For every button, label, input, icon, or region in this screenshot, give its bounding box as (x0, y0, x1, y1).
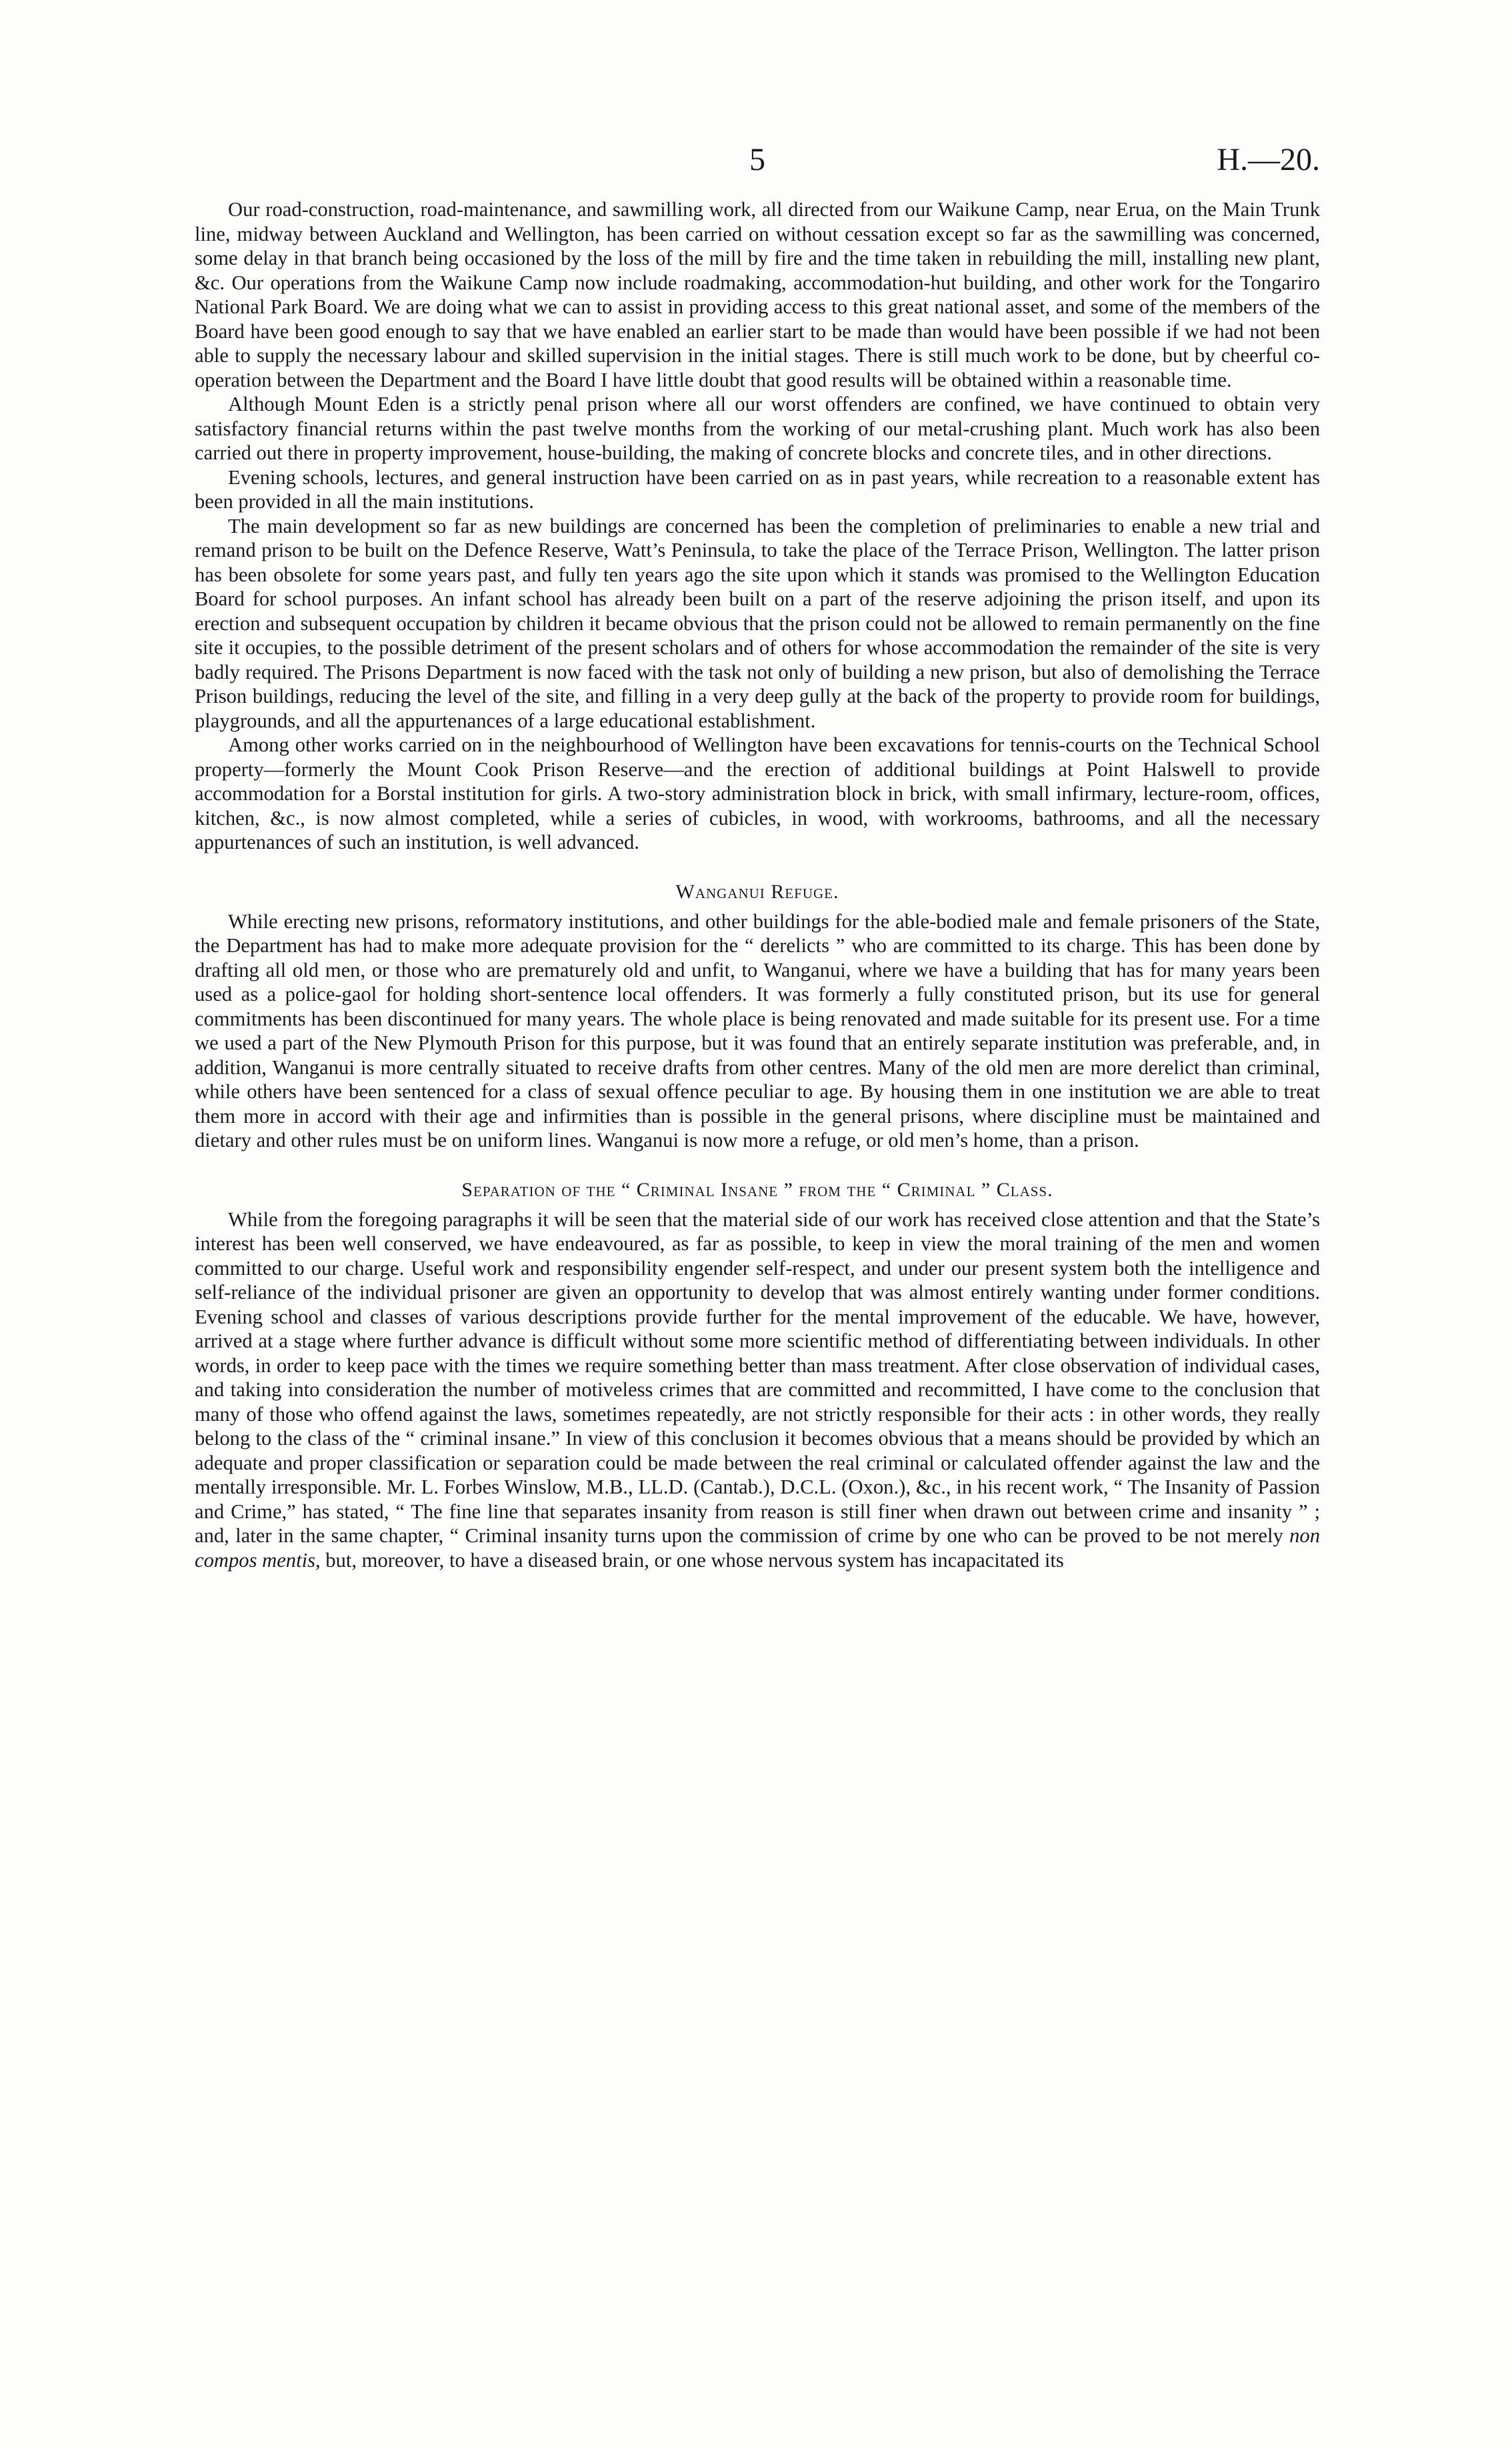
document-body (195, 197, 1320, 1572)
paragraph-separation-closing: , but, moreover, to have a diseased brain, or one whose nervous system has incapacitated its (315, 1548, 1064, 1572)
paragraph-road-construction: Our road-construction, road-maintenance, and sawmilling work, all directed from our Waikune Camp, near Erua, on the Main Trunk line, midway between Auckland and Wellington, has been carried on without cessation except so far as the sawmilling was concerned, some delay in that branch being occasioned by the loss of the mill by fire and the time taken in rebuilding the mill, installing new plant, &c. Our operations from the Waikune Camp now include roadmaking, accommodation-hut building, and other work for the Tongariro National Park Board. We are doing what we can to assist in providing access to this great national asset, and some of the members of the Board have been good enough to say that we have enabled an earlier start to be made than would have been possible if we had not been able to supply the necessary labour and skilled supervision in the initial stages. There is still much work to be done, but by cheerful co-operation between the Department and the Board I have little doubt that good results will be obtained within a reasonable time. (195, 198, 1320, 391)
heading-separation-criminal-insane: Separation of the “ Criminal Insane ” from the “ Criminal ” Class. (461, 1178, 1053, 1201)
page-header (195, 140, 1320, 180)
paragraph-evening-schools: Evening schools, lectures, and general instruction have been carried on as in past years, while recreation to a reasonable extent has been provided in all the main institutions. (195, 465, 1320, 513)
page-number: 5 (749, 142, 765, 177)
paragraph-separation-text: While from the foregoing paragraphs it will be seen that the material side of our work has received close attention and that the State’s interest has been well conserved, we have endeavoured, as far as possible, to keep in view the moral training of the men and women committed to our charge. Useful work and responsibility engender self-respect, and under our present system both the intelligence and self-reliance of the individual prisoner are given an opportunity to develop that was almost entirely wanting under former conditions. Evening school and classes of various descriptions provide further for the mental improvement of the educable. We have, however, arrived at a stage where further advance is difficult without some more scientific method of differentiating between individuals. In other words, in order to keep pace with the times we require something better than mass treatment. After close observation of individual cases, and taking into consideration the number of motiveless crimes that are committed and recommitted, I have come to the conclusion that many of those who offend against the laws, sometimes repeatedly, are not strictly responsible for their acts : in other words, they really belong to the class of the “ criminal insane.” In view of this conclusion it becomes obvious that a means should be provided by which an adequate and proper classification or separation could be made between the real criminal or calculated offender against the law and the mentally irresponsible. Mr. L. Forbes Winslow, M.B., LL.D. (Cantab.), D.C.L. (Oxon.), &c., in his recent work, “ The Insanity of Passion and Crime,” has stated, “ The fine line that separates insanity from reason is still finer when drawn out between crime and insanity ” ; and, later in the same chapter, “ Criminal insanity turns upon the commission of crime by one who can be proved to be not merely (195, 1207, 1320, 1547)
paragraph-new-buildings: The main development so far as new buildings are concerned has been the completion of preliminaries to enable a new trial and remand prison to be built on the Defence Reserve, Watt’s Peninsula, to take the place of the Terrace Prison, Wellington. The latter prison has been obsolete for some years past, and fully ten years ago the site upon which it stands was promised to the Wellington Education Board for school purposes. An infant school has already been built on a part of the reserve adjoining the prison itself, and upon its erection and subsequent occupation by children it became obvious that the prison could not be allowed to remain permanently on the fine site it occupies, to the possible detriment of the present scholars and of others for whose accommodation the remainder of the site is very badly required. The Prisons Department is now faced with the task not only of building a new prison, but also of demolishing the Terrace Prison buildings, reducing the level of the site, and filling in a very deep gully at the back of the property to provide room for buildings, playgrounds, and all the appurtenances of a large educational establishment. (195, 514, 1320, 732)
paragraph-wanganui-refuge: While erecting new prisons, reformatory institutions, and other buildings for the able-bodied male and female prisoners of the State, the Department has had to make more adequate provision for the “ derelicts ” who are committed to its charge. This has been done by drafting all old men, or those who are prematurely old and unfit, to Wanganui, where we have a building that has for many years been used as a police-gaol for holding short-sentence local offenders. It was formerly a fully constituted prison, but its use for general commitments has been discontinued for many years. The whole place is being renovated and made suitable for its present use. For a time we used a part of the New Plymouth Prison for this purpose, but it was found that an entirely separate institution was preferable, and, in addition, Wanganui is more centrally situated to receive drafts from other centres. Many of the old men are more derelict than criminal, while others have been sentenced for a class of sexual offence peculiar to age. By housing them in one institution we are able to treat them more in accord with their age and infirmities than is possible in the general prisons, where discipline must be maintained and dietary and other rules must be on uniform lines. Wanganui is now more a refuge, or old men’s home, than a prison. (195, 909, 1320, 1151)
heading-wanganui-refuge: Wanganui Refuge. (675, 880, 839, 903)
italic-latin-phrase: non compos mentis (195, 1524, 1320, 1572)
document-reference: H.—20. (1217, 142, 1320, 177)
paragraph-wellington-works: Among other works carried on in the neighbourhood of Wellington have been excavations for tennis-courts on the Technical School property—formerly the Mount Cook Prison Reserve—and the erection of additional buildings at Point Halswell to provide accommodation for a Borstal institution for girls. A two-story administration block in brick, with small infirmary, lecture-room, offices, kitchen, &c., is now almost completed, while a series of cubicles, in wood, with workrooms, bathrooms, and all the necessary appurtenances of such an institution, is well advanced. (195, 733, 1320, 853)
paragraph-mount-eden: Although Mount Eden is a strictly penal prison where all our worst offenders are confined, we have continued to obtain very satisfactory financial returns within the past twelve months from the working of our metal-crushing plant. Much work has also been carried out there in property improvement, house-building, the making of concrete blocks and concrete tiles, and in other directions. (195, 393, 1320, 464)
paragraph-separation (195, 1207, 1320, 1573)
